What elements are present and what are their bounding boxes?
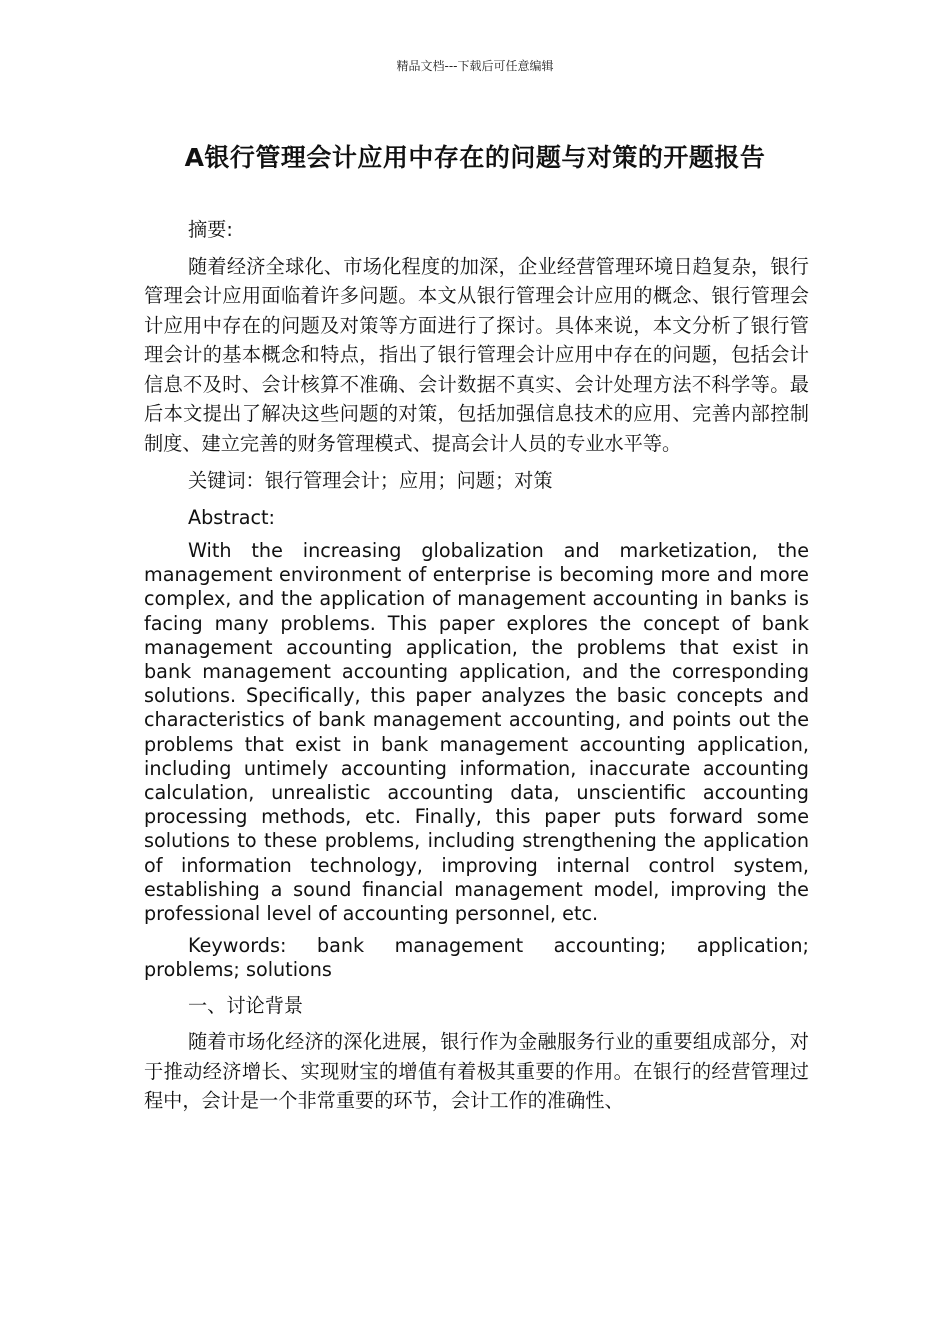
keywords-en: Keywords: bank management accounting; application; problems; solutions <box>144 934 809 982</box>
section1-text: 随着市场化经济的深化进展，银行作为金融服务行业的重要组成部分，对于推动经济增长、实现财宝的增值有着极其重要的作用。在银行的经营管理过程中，会计是一个非常重要的环节，会计工作的准确性、 <box>144 1030 809 1113</box>
document-title: A银行管理会计应用中存在的问题与对策的开题报告 <box>184 143 766 172</box>
document-body <box>144 215 809 1124</box>
header-note: 精品文档---下载后可任意编辑 <box>396 59 554 73</box>
abstract-cn-label: 摘要: <box>188 218 233 241</box>
section1-heading: 一、讨论背景 <box>188 993 304 1017</box>
keywords-cn: 关键词：银行管理会计；应用；问题；对策 <box>188 469 553 492</box>
abstract-cn-text: 随着经济全球化、市场化程度的加深，企业经营管理环境日趋复杂，银行管理会计应用面临着许多问题。本文从银行管理会计应用的概念、银行管理会计应用中存在的问题及对策等方面进行了探讨。具体来说，本文分析了银行管理会计的基本概念和特点，指出了银行管理会计应用中存在的问题，包括会计信息不及时、会计核算不准确、会计数据不真实、会计处理方法不科学等。最后本文提出了解决这些问题的对策，包括加强信息技术的应用、完善内部控制制度、建立完善的财务管理模式、提高会计人员的专业水平等。 <box>144 254 809 455</box>
abstract-en-text: With the increasing globalization and marketization, the management environment of enterprise is becoming more and more complex, and the application of management accounting in banks is facing many problems. This paper explores the concept of bank management accounting application, the problems that exist in bank management accounting application, and the corresponding solutions. Specifically, this paper analyzes the basic concepts and characteristics of bank management accounting, and points out the problems that exist in bank management accounting application, including untimely accounting information, inaccurate accounting calculation, unrealistic accounting data, unscientific accounting processing methods, etc. Finally, this paper puts forward some solutions to these problems, including strengthening the application of information technology, improving internal control system, establishing a sound financial management model, improving the professional level of accounting personnel, etc. <box>144 539 809 926</box>
abstract-en-label: Abstract: <box>188 505 276 529</box>
